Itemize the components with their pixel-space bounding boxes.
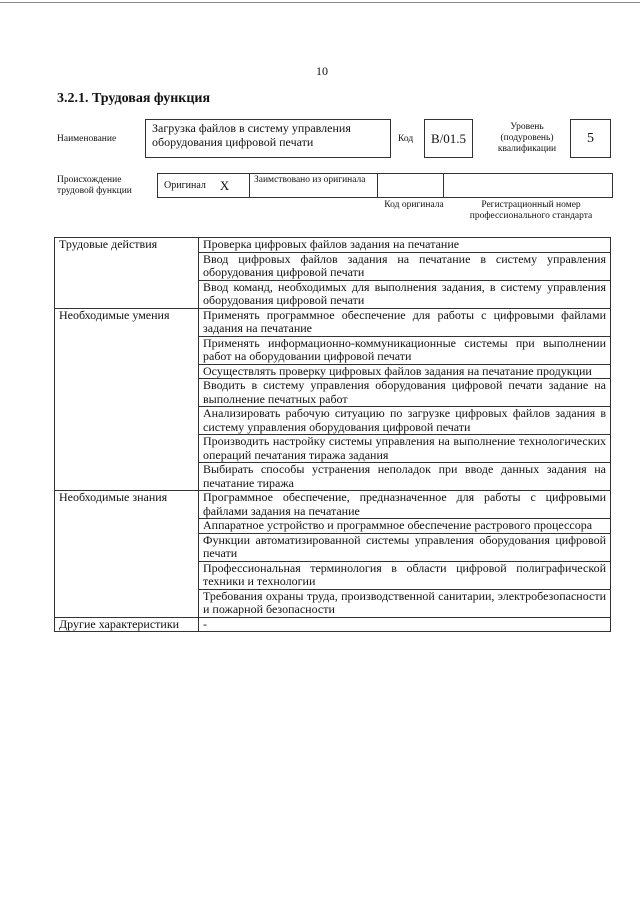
table-row [55, 308, 611, 336]
name-value-box: Загрузка файлов в систему управления оборудования цифровой печати [145, 119, 391, 158]
reg-number-caption: Регистрационный номер профессионального стандарта [469, 200, 593, 221]
item-cell: Вводить в систему управления оборудования цифровой печати задание на выполнение печатных работ [199, 379, 611, 407]
code-value-box: B/01.5 [424, 119, 473, 158]
page-top-rule [0, 2, 640, 3]
code-original-caption: Код оригинала [384, 200, 444, 210]
item-cell: Аппаратное устройство и программное обеспечение растрового процессора [199, 519, 611, 534]
level-value-box: 5 [570, 119, 611, 158]
table-row [55, 491, 611, 519]
item-cell: Осуществлять проверку цифровых файлов задания на печатание продукции [199, 364, 611, 379]
item-cell: Применять программное обеспечение для работы с цифровыми файлами задания на печатание [199, 308, 611, 336]
table-row [55, 617, 611, 632]
item-cell: Функции автоматизированной системы управления оборудования цифровой печати [199, 533, 611, 561]
original-label: Оригинал [164, 180, 206, 191]
function-table [54, 237, 611, 632]
level-label: Уровень (подуровень) квалификации [497, 122, 557, 154]
origin-label: Происхождение трудовой функции [57, 175, 132, 196]
item-cell: - [199, 617, 611, 632]
item-cell: Ввод цифровых файлов задания на печатание в систему управления оборудования цифровой печати [199, 252, 611, 280]
item-cell: Программное обеспечение, предназначенное для работы с цифровыми файлами задания на печатание [199, 491, 611, 519]
category-cell: Необходимые знания [55, 491, 199, 618]
category-cell: Трудовые действия [55, 238, 199, 309]
code-original-cell [378, 174, 444, 197]
item-cell: Проверка цифровых файлов задания на печатание [199, 238, 611, 253]
item-cell: Применять информационно-коммуникационные системы при выполнении работ на оборудовании цифровой печати [199, 336, 611, 364]
page-number: 10 [316, 64, 328, 78]
item-cell: Ввод команд, необходимых для выполнения задания, в систему управления оборудования цифровой печати [199, 280, 611, 308]
origin-row [157, 173, 613, 198]
borrowed-cell: Заимствовано из оригинала [250, 174, 378, 197]
section-title: 3.2.1. Трудовая функция [57, 91, 211, 106]
item-cell: Профессиональная терминология в области цифровой полиграфической техники и технологии [199, 561, 611, 589]
reg-number-cell [444, 174, 612, 197]
item-cell: Выбирать способы устранения неполадок при вводе данных задания на печатание тиража [199, 463, 611, 491]
category-cell: Другие характеристики [55, 617, 199, 632]
name-label: Наименование [57, 134, 117, 144]
item-cell: Производить настройку системы управления на выполнение технологических операций печатания тиража задания [199, 435, 611, 463]
original-cell [158, 174, 250, 197]
category-cell: Необходимые умения [55, 308, 199, 491]
code-label: Код [398, 134, 414, 144]
item-cell: Анализировать рабочую ситуацию по загрузке цифровых файлов задания в систему управления оборудования цифровой печати [199, 407, 611, 435]
item-cell: Требования охраны труда, производственной санитарии, электробезопасности и пожарной безопасности [199, 589, 611, 617]
original-mark: X [219, 177, 230, 193]
table-row [55, 238, 611, 253]
